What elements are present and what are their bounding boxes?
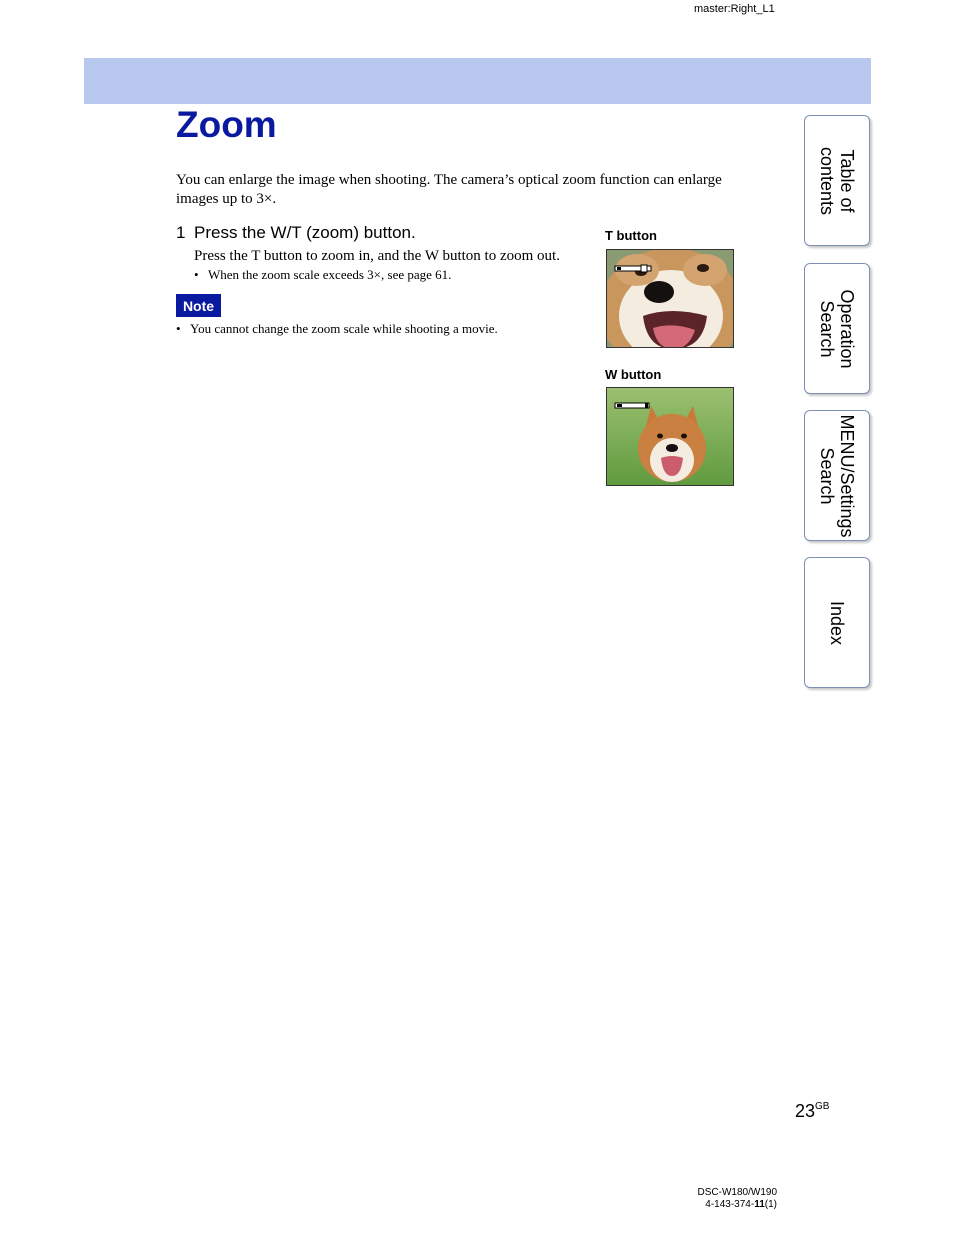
wide-dog-image — [607, 388, 734, 486]
step-body: Press the T button to zoom in, and the W button to zoom out. — [194, 248, 560, 264]
tab-table-of-contents[interactable] — [804, 115, 870, 246]
t-button-photo — [606, 249, 734, 348]
page-suffix: GB — [815, 1101, 830, 1112]
intro-paragraph: You can enlarge the image when shooting. The camera’s optical zoom function can enlarge images up to 3×. — [176, 172, 722, 207]
t-button-label: T button — [605, 228, 657, 243]
step-number: 1 — [176, 223, 186, 242]
page-number: $23^{GB}$ — [795, 1101, 830, 1121]
step-heading — [176, 223, 416, 243]
footer-info — [698, 1187, 777, 1211]
tab-label: MENU/Settings Search — [817, 413, 857, 538]
document-code: 4-143-374-11(1) — [705, 1199, 777, 1210]
step-title: Press the W/T (zoom) button. — [194, 223, 416, 242]
tab-label: Operation Search — [817, 288, 857, 369]
master-label: master:Right_L1 — [694, 3, 775, 15]
tab-index[interactable] — [804, 557, 870, 688]
page-title: Zoom — [176, 104, 277, 145]
zoomed-dog-image — [607, 250, 734, 348]
model-number: DSC-W180/W190 — [697, 1187, 777, 1198]
step-bullet — [194, 266, 594, 283]
w-button-photo — [606, 387, 734, 486]
note-bullet — [176, 320, 576, 337]
bullet-dot: • — [176, 321, 181, 336]
tab-label: Table of contents — [817, 146, 857, 215]
bullet-dot: • — [194, 267, 199, 282]
tab-menu-settings-search[interactable] — [804, 410, 870, 541]
tab-operation-search[interactable] — [804, 263, 870, 394]
step-bullet-text: When the zoom scale exceeds 3×, see page 61. — [208, 267, 452, 282]
w-button-label: W button — [605, 367, 662, 382]
header-band — [84, 58, 871, 104]
tab-label: Index — [827, 600, 847, 645]
note-bullet-text: You cannot change the zoom scale while shooting a movie. — [190, 321, 498, 336]
note-badge: Note — [176, 294, 221, 317]
